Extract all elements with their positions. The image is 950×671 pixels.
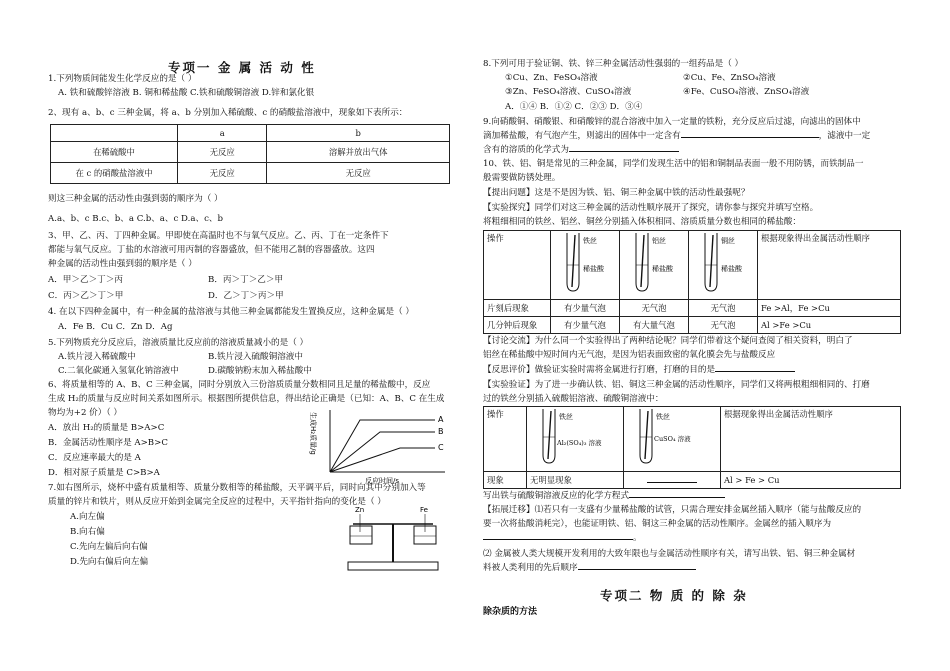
t2-tube-al2so43	[527, 407, 624, 472]
q8-choices: A．①④ B．①② C．②③ D．③④	[505, 102, 643, 112]
q3-option-b: B．丙＞丁＞乙＞甲	[208, 275, 284, 285]
q9-blank-solute[interactable]	[569, 151, 679, 152]
q2-header-empty	[51, 125, 178, 142]
q8-option-3: ③Zn、FeSO₄溶液、CuSO₄溶液	[505, 87, 632, 97]
section2-title: 专项二 物 质 的 除 杂	[600, 588, 748, 603]
wire-label: 铁丝	[656, 413, 670, 421]
t1-tube-copper	[689, 231, 758, 300]
q3-option-d: D．乙＞丁＞丙＞甲	[208, 291, 284, 301]
q10-equation	[483, 489, 725, 503]
q10-equation-text: 写出铁与硫酸铜溶液反应的化学方程式	[483, 491, 630, 501]
liquid-label: 稀盐酸	[652, 265, 673, 273]
q10-history-2-text: 料被人类利用的先后顺序	[483, 563, 578, 573]
q10-line2: 般需要做防锈处理。	[483, 173, 561, 183]
wire-label: 铜丝	[721, 237, 735, 245]
q10-verify-2: 过的铁丝分别插入硫酸铝溶液、硫酸铜溶液中：	[483, 394, 664, 404]
t1-row1-iron: 有少量气泡	[551, 300, 620, 317]
q6-xlabel: 反应时间/s	[365, 477, 400, 485]
q10-discuss-1: 【讨论交流】为什么同一个实验得出了两种结论呢？同学们带着这个疑问查阅了相关资料，明白了	[483, 336, 853, 346]
q10-extend-3-end: 。	[633, 533, 642, 543]
section1-title: 专项一 金 属 活 动 性	[168, 60, 316, 75]
t1-op-label: 操作	[484, 231, 551, 300]
q6-curve-a	[330, 420, 435, 472]
q6-ylabel: 生成H₂质量/g	[309, 412, 317, 455]
wire	[641, 235, 644, 287]
q4-stem: 4. 在以下四种金属中，有一种金属的盐溶液与其他三种金属都能发生置换反应，这种金属是（ ）	[48, 307, 415, 317]
label-fe: Fe	[420, 506, 428, 514]
wire-label: 铝丝	[652, 237, 666, 245]
q10-ask: 【提出问题】这是不是因为铁、铝、铜三种金属中铁的活动性最强呢？	[483, 188, 750, 198]
q6-line2: 生成 H₂的质量与反应时间关系如图所示。根据图所提供信息，得出结论正确是（已知：A、B、C 在生成	[48, 394, 445, 404]
test-tube-iron	[555, 231, 615, 295]
q10-table1	[483, 230, 901, 334]
q10-extend-2: 要一次将盐酸消耗完），也能证明铁、铝、铜这三种金属的活动性顺序。金属丝的插入顺序为	[483, 519, 832, 529]
q2-ask: 则这三种金属的活动性由强到弱的顺序为（ ）	[48, 194, 223, 204]
t1-row2-copper: 无气泡	[689, 317, 758, 334]
q6-option-c: C．反应速率最大的是 A	[48, 453, 141, 463]
q10-extend-3	[483, 531, 642, 545]
left-beaker	[350, 526, 372, 544]
liquid-label: 稀盐酸	[721, 265, 742, 273]
t1-row1-label: 片刻后现象	[484, 300, 551, 317]
test-tube-al2so43	[531, 407, 619, 467]
q6-label-a: A	[438, 415, 444, 424]
q10-explore-1: 【实验探究】同学们对这三种金属的活动性顺序展开了探究，请你参与探究并填写空格。	[483, 203, 819, 213]
q3-line1: 3、甲、乙、丙、丁四种金属。甲即使在高温时也不与氧气反应。乙、丙、丁在一定条件下	[48, 231, 389, 241]
q3-option-c: C．丙＞乙＞丁＞甲	[48, 291, 124, 301]
q10-explore-2: 将粗细相同的铁丝、铝丝、铜丝分别插入体积相同、溶质质量分数也相同的稀盐酸：	[483, 217, 801, 227]
q2-header-b: b	[267, 125, 450, 142]
q2-stem: 2、现有 a、b、c 三种金属，将 a、b 分别加入稀硫酸、c 的硝酸盐溶液中，现象如下表所示：	[48, 108, 408, 118]
t2-row-cu-blank	[647, 482, 697, 483]
q9-line2	[483, 129, 870, 143]
q7-option-d: D.先向右偏后向左偏	[70, 557, 149, 567]
q10-history-2	[483, 561, 696, 575]
q10-discuss-2-text: 铝丝在稀盐酸中短时间内无气泡，是因为铝表面致密的氧化膜会先与盐酸反应	[483, 350, 776, 360]
q10-table2	[483, 406, 901, 489]
t2-conclusion-head: 根据现象得出金属活动性顺序	[721, 407, 901, 472]
t2-tube-cuso4	[624, 407, 721, 472]
q2-row2-label: 在 c 的硝酸盐溶液中	[51, 163, 178, 184]
q5-option-d: D.碳酸钠粉末加入稀盐酸中	[208, 366, 312, 376]
q8-option-2: ②Cu、Fe、ZnSO₄溶液	[683, 73, 776, 83]
t2-row-al: 无明显现象	[527, 472, 624, 489]
q5-stem: 5.下列物质充分反应后，溶液质量比反应前的溶液质量减小的是（ ）	[48, 338, 309, 348]
q2-row1-a: 无反应	[178, 142, 267, 163]
q6-curve-b	[330, 432, 435, 472]
q3-option-a: A．甲＞乙＞丁＞丙	[48, 275, 123, 285]
q5-option-b: B.铁片浸入硫酸铜溶液中	[208, 352, 303, 362]
t1-row2-iron: 有少量气泡	[551, 317, 620, 334]
q4-options: A．Fe B．Cu C．Zn D．Ag	[58, 322, 173, 332]
wire	[572, 235, 575, 287]
q2-row1-b: 溶解并放出气体	[267, 142, 450, 163]
wire	[548, 411, 551, 459]
liquid-label: 稀盐酸	[583, 265, 604, 273]
q7-line2: 质量的锌片和铁片，则从反应开始到金属完全反应的过程中，天平指针指向的变化是（ ）	[48, 497, 386, 507]
q6-option-d: D．相对原子质量是 C>B>A	[48, 468, 160, 478]
q7-balance-figure	[338, 502, 448, 572]
q6-graph	[305, 406, 455, 486]
q9-blank-solid[interactable]	[681, 137, 819, 138]
q9-line2-text: 滴加稀盐酸，有气泡产生，则滤出的固体中一定含有	[483, 131, 681, 141]
q10-history-1: ⑵ 金属被人类大规模开发利用的大致年限也与金属活动性顺序有关，请写出铁、铝、铜三种金属材	[483, 549, 856, 559]
q2-row2-a: 无反应	[178, 163, 267, 184]
q6-line3: 物均为+2 价）（ ）	[48, 408, 122, 418]
t1-row1-copper: 无气泡	[689, 300, 758, 317]
wire	[645, 411, 648, 459]
q8-option-4: ④Fe、CuSO₄溶液、ZnSO₄溶液	[683, 87, 810, 97]
wire	[710, 235, 713, 287]
q9-line1: 9.向硝酸铜、硝酸银、和硝酸锌的混合溶液中加入一定量的铁粉，充分反应后过滤，向滤出的固体中	[483, 117, 861, 127]
wire-label: 铁丝	[559, 413, 573, 421]
q7-line1: 7.如右图所示，烧杯中盛有质量相等、质量分数相等的稀盐酸，天平调平后，同时向其中分别加入等	[48, 483, 426, 493]
label-zn: Zn	[355, 506, 365, 514]
q2-table	[50, 124, 450, 184]
q6-label-b: B	[438, 427, 444, 436]
q7-option-c: C.先向左偏后向右偏	[70, 542, 148, 552]
t1-tube-aluminum	[620, 231, 689, 300]
balance-base	[348, 562, 438, 570]
t2-row-cu[interactable]	[624, 472, 721, 489]
t2-op-label: 操作	[484, 407, 527, 472]
q10-line1: 10、铁、铝、铜是常见的三种金属，同学们发现生活中的铝和铜制品表面一般不用防锈，而铁制品一	[483, 159, 864, 169]
q6-label-c: C	[438, 443, 444, 452]
liquid-label: CuSO₄ 溶液	[654, 435, 691, 443]
q10-verify-1: 【实验验证】为了进一步确认铁、铝、铜这三种金属的活动性顺序，同学们又将两根粗细相同的、打磨	[483, 380, 870, 390]
q10-reflect-text: 【反思评价】做验证实验时需将金属进行打磨，打磨的目的是	[483, 365, 716, 375]
t1-row1-conclusion: Fe >Al，Fe >Cu	[758, 300, 901, 317]
test-tube-cuso4	[628, 407, 716, 467]
q6-line1: 6、将质量相等的 A、B、C 三种金属，同时分别放入三份溶质质量分数相同且足量的稀盐酸中，反应	[48, 380, 431, 390]
q9-line3	[483, 143, 679, 157]
t1-conclusion-head: 根据现象得出金属活动性顺序	[758, 231, 901, 300]
reflect-blank[interactable]	[715, 371, 795, 372]
liquid-label: Al₂(SO₄)₃ 溶液	[557, 439, 602, 447]
q8-option-1: ①Cu、Zn、FeSO₄溶液	[505, 73, 598, 83]
q2-options: A.a、b、c B.c、b、a C.b、a、c D.a、c、b	[48, 214, 223, 224]
equation-blank[interactable]	[629, 497, 725, 498]
q2-header-a: a	[178, 125, 267, 142]
q3-line3: 种金属的活动性由强到弱的顺序是（ ）	[48, 259, 197, 269]
q7-option-b: B.向右偏	[70, 527, 105, 537]
q2-row1-label: 在稀硫酸中	[51, 142, 178, 163]
extend-blank[interactable]	[483, 539, 633, 540]
q1-stem: 1.下列物质间能发生化学反应的是（ ）	[48, 74, 197, 84]
q5-option-c: C.二氧化碳通入氢氧化钠溶液中	[58, 366, 179, 376]
t1-tube-iron	[551, 231, 620, 300]
test-tube-copper	[693, 231, 753, 295]
test-tube-aluminum	[624, 231, 684, 295]
section2-subtitle: 除杂质的方法	[483, 607, 538, 617]
t1-row2-aluminum: 有大量气泡	[620, 317, 689, 334]
q1-options: A. 铁和硫酸锌溶液 B. 铜和稀盐酸 C.铁和硫酸铜溶液 D.锌和氯化银	[58, 88, 315, 98]
q10-reflect	[483, 363, 795, 377]
t2-row-label: 现象	[484, 472, 527, 489]
wire-label: 铁丝	[583, 237, 597, 245]
q6-option-a: A．放出 H₂的质量是 B>A>C	[48, 423, 165, 433]
t2-row-conclusion: Al > Fe > Cu	[721, 472, 901, 489]
t1-row1-aluminum: 无气泡	[620, 300, 689, 317]
q9-line2-end: ，滤液中一定	[818, 131, 871, 141]
q9-line3-text: 含有的溶质的化学式为	[483, 145, 569, 155]
t1-row2-conclusion: Al >Fe >Cu	[758, 317, 901, 334]
q5-option-a: A.铁片浸入稀硫酸中	[58, 352, 136, 362]
q10-discuss-2	[483, 348, 775, 362]
q6-option-b: B．金属活动性顺序是 A>B>C	[48, 438, 168, 448]
q7-option-a: A.向左偏	[70, 512, 105, 522]
q8-stem: 8.下列可用于验证铜、铁、锌三种金属活动性强弱的一组药品是（ ）	[483, 59, 744, 69]
q10-extend-1: 【拓展迁移】⑴若只有一支盛有少量稀盐酸的试管，只需合理安排金属丝插入顺序（能与盐酸反应的	[483, 505, 862, 515]
q2-row2-b: 无反应	[267, 163, 450, 184]
t1-row2-label: 几分钟后现象	[484, 317, 551, 334]
history-blank[interactable]	[578, 569, 696, 570]
q3-line2: 都能与氧气反应。丁盐的水溶液可用丙制的容器盛放，但不能用乙制的容器盛放。这四	[48, 245, 375, 255]
